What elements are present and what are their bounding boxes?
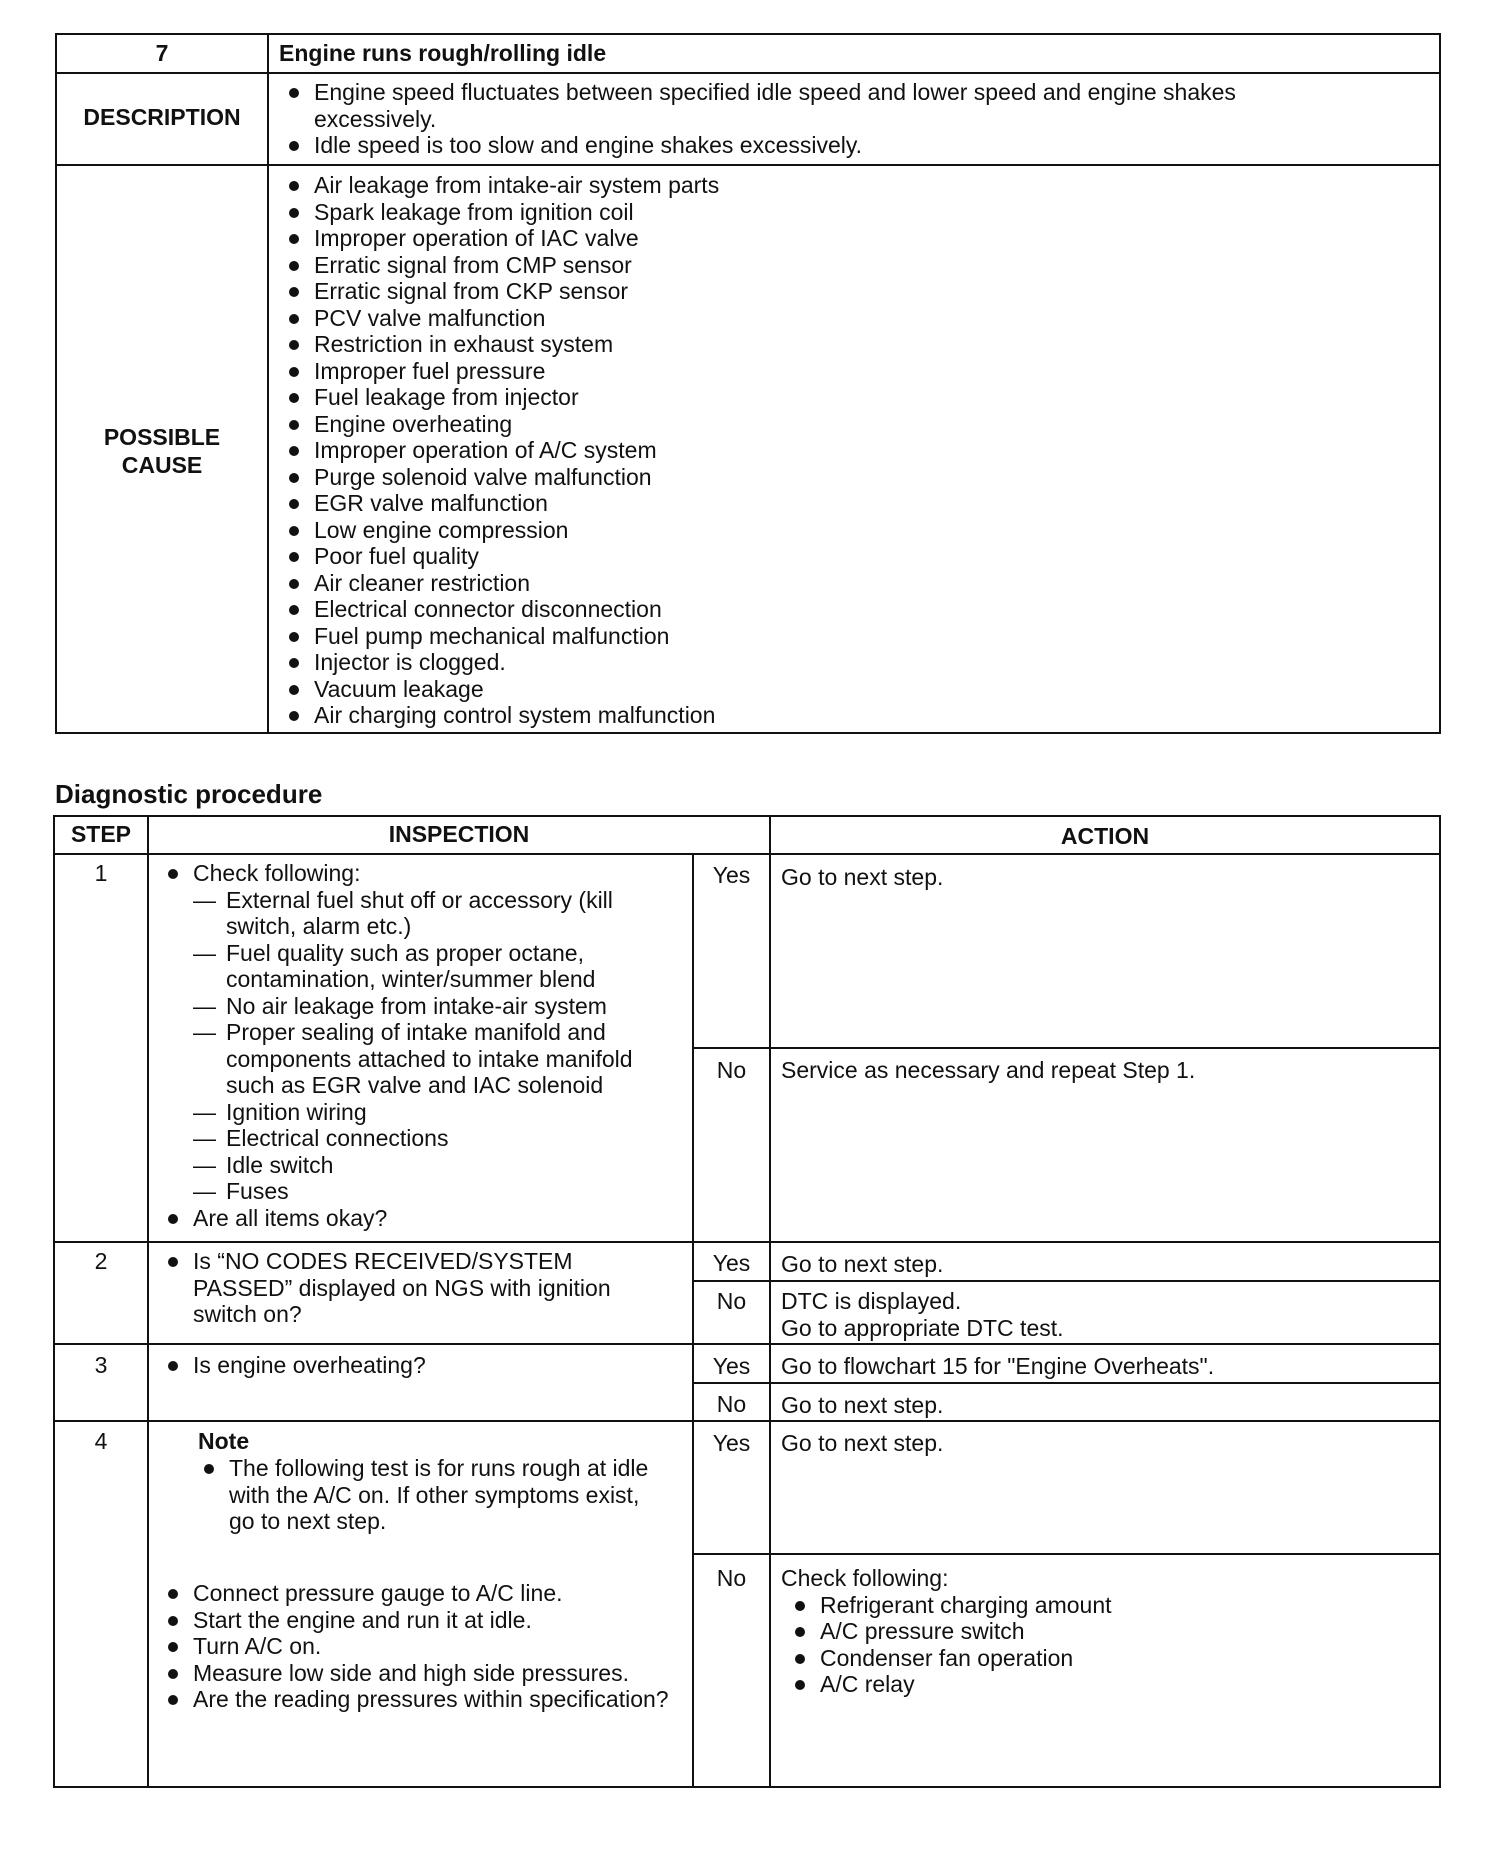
step4-note xyxy=(198,1455,668,1535)
list-item: Is engine overheating? xyxy=(162,1352,662,1379)
step-number: 3 xyxy=(94,1352,108,1378)
list-item xyxy=(162,860,682,1205)
step1-check-items xyxy=(193,887,682,1205)
action-header: ACTION xyxy=(1060,823,1150,849)
step-header: STEP xyxy=(70,821,132,847)
step2-no-action-line1: DTC is displayed. xyxy=(781,1288,962,1314)
possible-cause-text xyxy=(283,172,1383,729)
step4-yes-action: Go to next step. xyxy=(781,1430,944,1456)
step2-no-action xyxy=(781,1288,1064,1341)
symptom-row-divider xyxy=(55,72,1441,74)
step4-no-action-label: Check following: xyxy=(781,1565,949,1591)
step-row-divider xyxy=(53,1241,1441,1243)
list-item: Injector is clogged. xyxy=(283,649,1383,676)
description-list xyxy=(283,79,1323,159)
list-item: Poor fuel quality xyxy=(283,543,1383,570)
step3-inspection xyxy=(162,1352,662,1379)
step1-no-action: Service as necessary and repeat Step 1. xyxy=(781,1057,1196,1083)
yes-label: Yes xyxy=(712,1250,751,1276)
yes-label: Yes xyxy=(712,1430,751,1456)
step4-no-items xyxy=(789,1592,1421,1698)
list-item: — Idle switch xyxy=(193,1152,682,1179)
list-item: Purge solenoid valve malfunction xyxy=(283,464,1383,491)
list-item: Restriction in exhaust system xyxy=(283,331,1383,358)
step-row-divider xyxy=(53,1343,1441,1345)
list-item: Air cleaner restriction xyxy=(283,570,1383,597)
step4-inspection-list xyxy=(162,1580,682,1713)
list-item: Condenser fan operation xyxy=(789,1645,1421,1672)
yes-no-divider xyxy=(692,1382,1441,1384)
procedure-title: Diagnostic procedure xyxy=(55,779,323,809)
list-item: Vacuum leakage xyxy=(283,676,1383,703)
step4-note-list xyxy=(198,1455,668,1535)
step4-inspection xyxy=(162,1580,682,1713)
step3-yes-action: Go to flowchart 15 for "Engine Overheats". xyxy=(781,1353,1215,1379)
description-text xyxy=(283,79,1323,159)
no-label: No xyxy=(716,1288,747,1314)
list-item: Are all items okay? xyxy=(162,1205,682,1232)
possible-cause-label-line1: POSSIBLE xyxy=(103,424,221,450)
list-item: EGR valve malfunction xyxy=(283,490,1383,517)
list-item: Fuel pump mechanical malfunction xyxy=(283,623,1383,650)
possible-cause-label-line2: CAUSE xyxy=(121,452,203,478)
step-number: 1 xyxy=(94,860,108,886)
list-item: Measure low side and high side pressures. xyxy=(162,1660,682,1687)
list-item: — Electrical connections xyxy=(193,1125,682,1152)
step-col-divider xyxy=(147,815,149,1788)
list-item: PCV valve malfunction xyxy=(283,305,1383,332)
step4-no-action xyxy=(781,1565,1421,1698)
list-item: Engine speed fluctuates between specified idle speed and lower speed and engine shakes excessively. xyxy=(283,79,1323,132)
list-item: Low engine compression xyxy=(283,517,1383,544)
list-item: — No air leakage from intake-air system xyxy=(193,993,682,1020)
step2-no-action-line2: Go to appropriate DTC test. xyxy=(781,1314,1064,1341)
header-row-divider xyxy=(53,853,1441,855)
no-label: No xyxy=(716,1391,747,1417)
inspection-col-divider xyxy=(692,853,694,1788)
list-item: — External fuel shut off or accessory (kill switch, alarm etc.) xyxy=(193,887,682,940)
list-item: Erratic signal from CKP sensor xyxy=(283,278,1383,305)
list-item: The following test is for runs rough at idle with the A/C on. If other symptoms exist, go to next step. xyxy=(198,1455,668,1535)
list-item: Refrigerant charging amount xyxy=(789,1592,1421,1619)
step3-no-action: Go to next step. xyxy=(781,1392,944,1418)
list-item: Fuel leakage from injector xyxy=(283,384,1383,411)
symptom-row-divider xyxy=(55,164,1441,166)
list-item: Spark leakage from ignition coil xyxy=(283,199,1383,226)
step3-inspection-list xyxy=(162,1352,662,1379)
step1-inspection xyxy=(162,860,682,1231)
list-item: — Ignition wiring xyxy=(193,1099,682,1126)
list-item: A/C pressure switch xyxy=(789,1618,1421,1645)
list-item: Turn A/C on. xyxy=(162,1633,682,1660)
yes-no-divider xyxy=(692,1047,1441,1049)
step1-check-label: Check following: xyxy=(193,860,361,886)
step4-note-label: Note xyxy=(198,1428,250,1454)
yesno-col-divider xyxy=(769,815,771,1788)
step1-inspection-list xyxy=(162,860,682,1231)
list-item: Are the reading pressures within specification? xyxy=(162,1686,682,1713)
step2-inspection xyxy=(162,1248,662,1328)
list-item: Idle speed is too slow and engine shakes excessively. xyxy=(283,132,1323,159)
symptom-number: 7 xyxy=(155,40,169,66)
list-item: Air charging control system malfunction xyxy=(283,702,1383,729)
symptom-col-divider xyxy=(267,33,269,734)
cause-list xyxy=(283,172,1383,729)
step-row-divider xyxy=(53,1420,1441,1422)
list-item: Start the engine and run it at idle. xyxy=(162,1607,682,1634)
list-item: Is “NO CODES RECEIVED/SYSTEM PASSED” displayed on NGS with ignition switch on? xyxy=(162,1248,662,1328)
yes-label: Yes xyxy=(712,1353,751,1379)
possible-cause-label xyxy=(57,423,267,479)
list-item: — Fuses xyxy=(193,1178,682,1205)
no-label: No xyxy=(716,1057,747,1083)
step-number: 4 xyxy=(94,1428,108,1454)
list-item: Erratic signal from CMP sensor xyxy=(283,252,1383,279)
list-item: Improper fuel pressure xyxy=(283,358,1383,385)
yes-no-divider xyxy=(692,1280,1441,1282)
list-item: Improper operation of A/C system xyxy=(283,437,1383,464)
list-item: Electrical connector disconnection xyxy=(283,596,1383,623)
step2-yes-action: Go to next step. xyxy=(781,1251,944,1277)
list-item: Improper operation of IAC valve xyxy=(283,225,1383,252)
list-item: Engine overheating xyxy=(283,411,1383,438)
symptom-title: Engine runs rough/rolling idle xyxy=(279,40,607,66)
description-label: DESCRIPTION xyxy=(83,104,241,130)
list-item: Connect pressure gauge to A/C line. xyxy=(162,1580,682,1607)
yes-label: Yes xyxy=(712,862,751,888)
list-item: — Proper sealing of intake manifold and components attached to intake manifold such as EGR valve and IAC solenoid xyxy=(193,1019,682,1099)
inspection-header: INSPECTION xyxy=(388,821,530,847)
yes-no-divider xyxy=(692,1553,1441,1555)
list-item: A/C relay xyxy=(789,1671,1421,1698)
list-item: — Fuel quality such as proper octane, contamination, winter/summer blend xyxy=(193,940,682,993)
list-item: Air leakage from intake-air system parts xyxy=(283,172,1383,199)
step-number: 2 xyxy=(94,1248,108,1274)
step2-inspection-list xyxy=(162,1248,662,1328)
step1-yes-action: Go to next step. xyxy=(781,864,944,890)
no-label: No xyxy=(716,1565,747,1591)
